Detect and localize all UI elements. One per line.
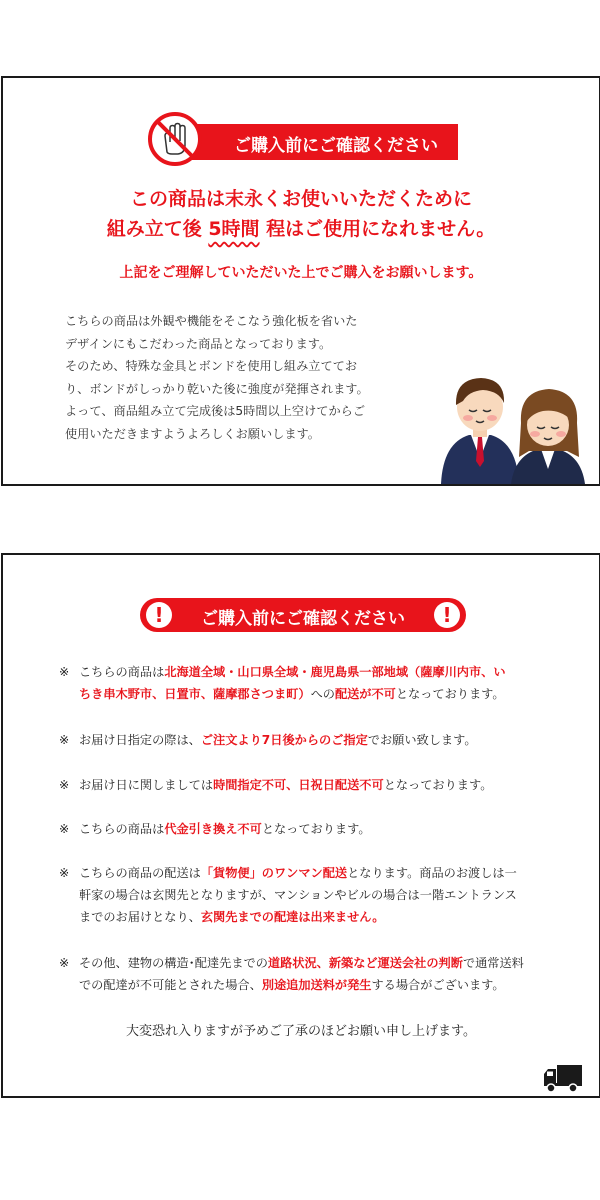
paragraph-line: り、ボンドがしっかり乾いた後に強度が発揮されます。 (65, 381, 369, 396)
headline-suffix: 程はご使用になれません。 (259, 218, 496, 240)
closing-message: 大変恐れ入りますが予めご了承のほどお願い申し上げます。 (126, 1024, 476, 1039)
note-body (79, 862, 549, 928)
paragraph-line: こちらの商品は外観や機能をそこなう強化板を省いた (65, 314, 358, 328)
note-text: となっております。 (395, 687, 505, 701)
note-emphasis: 代金引き換え不可 (164, 822, 262, 836)
purchase-notes-panel (1, 553, 600, 1098)
note-text: お届け日指定の際は、 (79, 733, 201, 747)
note-emphasis: ちき串木野市、日置市、薩摩郡さつま町） (79, 687, 311, 701)
note-time-slot (59, 774, 549, 796)
headline-prefix: 組み立て後 (106, 218, 209, 240)
bowing-staff-illustration (439, 361, 589, 484)
note-emphasis: 道路状況、新築など運送会社の判断 (267, 956, 463, 970)
paragraph-line: デザインにもこだわった商品となっております。 (65, 336, 332, 351)
note-freight-delivery (59, 862, 549, 928)
note-emphasis: 時間指定不可、日祝日配送不可 (213, 778, 384, 792)
note-text: となっております。 (383, 778, 493, 792)
note-mark: ※ (59, 665, 70, 679)
note-text: お届け日に関しましては (79, 778, 214, 792)
note-body (79, 729, 549, 751)
note-emphasis: ご注文より7日後からのご指定 (200, 733, 368, 747)
note-mark: ※ (59, 866, 70, 880)
note-emphasis: 「貨物便」のワンマン配送 (200, 866, 348, 880)
note-body (79, 774, 549, 796)
note-text: となります。商品のお渡しは一 (347, 866, 517, 880)
note-line (79, 906, 549, 928)
note-emphasis: 配送が不可 (334, 687, 396, 701)
notice-banner-text: ご購入前にご確認ください (234, 136, 438, 156)
note-text: でお願い致します。 (367, 733, 477, 747)
note-line (79, 774, 549, 796)
request-subline: 上記をご理解していただいた上でご購入をお願いします。 (119, 265, 483, 281)
paragraph-line: よって、商品組み立て完成後は5時間以上空けてからご (65, 404, 366, 418)
note-line (79, 818, 549, 840)
notice-banner (148, 124, 458, 160)
note-cash-on-delivery (59, 818, 549, 840)
note-emphasis: 北海道全域・山口県全域・鹿児島県一部地域（薩摩川内市、い (164, 665, 506, 679)
headline-highlight-hours: 5時間 (208, 218, 260, 240)
note-delivery-date (59, 729, 549, 751)
exclamation-icon: ! (434, 602, 460, 628)
note-text: する場合がございます。 (371, 978, 505, 992)
truck-icon (543, 1063, 583, 1093)
notice-banner-bar (176, 124, 458, 160)
assembly-notice-panel (1, 76, 600, 486)
note-emphasis: 別途追加送料が発生 (261, 978, 372, 992)
note-text: で通常送料 (462, 956, 524, 970)
paragraph-line: そのため、特殊な金具とボンドを使用し組み立ててお (65, 359, 358, 373)
notes-banner-text: ご購入前にご確認ください (201, 609, 405, 629)
note-delivery-area (59, 661, 549, 705)
note-text: での配達が不可能とされた場合、 (79, 978, 262, 992)
note-line (79, 683, 549, 705)
note-line (79, 862, 549, 884)
note-text: こちらの商品の配送は (79, 866, 201, 880)
note-line (79, 974, 549, 996)
note-mark: ※ (59, 822, 70, 836)
paragraph-line: 使用いただきますようよろしくお願いします。 (65, 426, 320, 441)
note-mark: ※ (59, 733, 70, 747)
note-body (79, 661, 549, 705)
note-mark: ※ (59, 956, 70, 970)
note-text: その他、建物の構造･配達先までの (79, 956, 268, 970)
note-text: までのお届けとなり、 (79, 910, 201, 924)
exclamation-icon: ! (146, 602, 172, 628)
note-line (79, 952, 549, 974)
note-text: こちらの商品は (79, 665, 165, 679)
headline-line-1: この商品は末永くお使いいただくために (129, 188, 472, 210)
note-line (79, 661, 549, 683)
note-text: こちらの商品は (79, 822, 165, 836)
note-additional-fee (59, 952, 549, 996)
note-text: 軒家の場合は玄関先となりますが、マンションやビルの場合は一階エントランス (79, 888, 517, 902)
note-text: への (310, 687, 335, 701)
note-line (79, 884, 549, 906)
note-body (79, 818, 549, 840)
note-body (79, 952, 549, 996)
note-mark: ※ (59, 778, 70, 792)
no-touch-icon (148, 112, 202, 166)
note-emphasis: 玄関先までの配達は出来ません。 (200, 910, 385, 924)
headline-line-2 (3, 214, 599, 241)
note-line (79, 729, 549, 751)
explanation-paragraph (65, 310, 410, 445)
note-text: となっております。 (261, 822, 371, 836)
notes-banner (140, 598, 466, 632)
